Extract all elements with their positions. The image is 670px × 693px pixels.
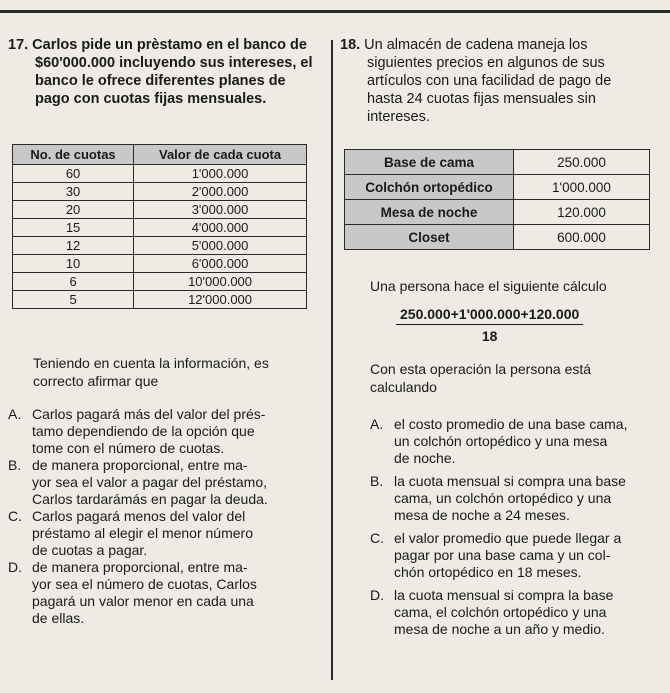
option-text-line: de manera proporcional, entre ma- — [32, 559, 248, 575]
q18-option-c[interactable] — [370, 530, 662, 581]
cell-installments: 30 — [13, 183, 134, 201]
column-divider — [331, 40, 333, 680]
q18-line-5: intereses. — [367, 109, 430, 125]
option-letter: A. — [370, 416, 384, 432]
option-text-line: un colchón ortopédico y una mesa — [394, 433, 608, 449]
cell-price: 250.000 — [514, 150, 650, 175]
table-row — [13, 237, 307, 255]
option-text-line: chón ortopédico en 18 meses. — [394, 564, 582, 580]
option-text-line: el costo promedio de una base cama, — [394, 416, 628, 432]
cell-value: 1'000.000 — [134, 165, 307, 183]
cell-value: 4'000.000 — [134, 219, 307, 237]
option-letter: C. — [8, 508, 22, 524]
q17-installments-table — [12, 144, 307, 309]
fraction-denominator: 18 — [481, 328, 498, 344]
cell-price: 600.000 — [514, 225, 650, 250]
option-text-line: de manera proporcional, entre ma- — [32, 457, 248, 473]
cell-item: Colchón ortopédico — [345, 175, 514, 200]
cell-item: Closet — [345, 225, 514, 250]
q18-number: 18. — [340, 37, 361, 53]
q18-prompt — [370, 360, 660, 396]
q18-statement — [340, 36, 660, 126]
cell-installments: 60 — [13, 165, 134, 183]
cell-installments: 6 — [13, 273, 134, 291]
cell-price: 1'000.000 — [514, 175, 650, 200]
table-row — [13, 165, 307, 183]
q18-line-1: Un almacén de cadena maneja los — [364, 37, 588, 53]
option-text-line: mesa de noche a 24 meses. — [394, 507, 570, 523]
q18-line-4: hasta 24 cuotas fijas mensuales sin — [367, 91, 596, 107]
cell-value: 5'000.000 — [134, 237, 307, 255]
q17-option-d[interactable] — [8, 559, 320, 627]
table-row — [13, 219, 307, 237]
q18-option-b[interactable] — [370, 473, 662, 524]
table-header-row — [13, 145, 307, 165]
table-row — [345, 150, 650, 175]
q18-prompt-line-1: Con esta operación la persona está — [370, 361, 592, 377]
option-text-line: mesa de noche a un año y medio. — [394, 621, 605, 637]
option-text-line: de cuotas a pagar. — [32, 542, 148, 558]
option-letter: A. — [8, 406, 22, 422]
option-text-line: pagará un valor menor en cada una — [32, 593, 254, 609]
q18-option-d[interactable] — [370, 587, 662, 638]
cell-value: 3'000.000 — [134, 201, 307, 219]
q18-prompt-line-2: calculando — [370, 379, 437, 395]
cell-installments: 12 — [13, 237, 134, 255]
q17-prompt-line-2: correcto afirmar que — [33, 373, 159, 389]
option-letter: D. — [370, 587, 384, 603]
table-row — [13, 273, 307, 291]
cell-installments: 10 — [13, 255, 134, 273]
option-text-line: de ellas. — [32, 610, 85, 626]
q18-option-a[interactable] — [370, 416, 662, 467]
option-letter: B. — [8, 457, 22, 473]
cell-value: 10'000.000 — [134, 273, 307, 291]
q18-prices-table — [344, 149, 650, 250]
q17-option-c[interactable] — [8, 508, 320, 559]
option-text-line: tome con el número de cuotas. — [32, 440, 225, 456]
option-text-line: cama, el colchón ortopédico y una — [394, 604, 607, 620]
q18-line-3: artículos con una facilidad de pago de — [367, 73, 612, 89]
option-text-line: la cuota mensual si compra una base — [394, 473, 626, 489]
top-rule — [0, 10, 670, 13]
q17-option-a[interactable] — [8, 406, 320, 457]
option-text-line: Carlos pagará más del valor del prés- — [32, 406, 266, 422]
question-17 — [8, 36, 318, 686]
q18-fraction — [396, 306, 583, 344]
option-text-line: de noche. — [394, 450, 456, 466]
q18-options — [370, 416, 662, 638]
option-text-line: yor sea el número de cuotas, Carlos — [32, 576, 257, 592]
table-row — [13, 183, 307, 201]
q17-options — [8, 406, 320, 627]
table-row — [345, 175, 650, 200]
header-installment-value: Valor de cada cuota — [134, 145, 307, 165]
cell-value: 12'000.000 — [134, 291, 307, 309]
header-num-installments: No. de cuotas — [13, 145, 134, 165]
option-letter: D. — [8, 559, 22, 575]
q17-line-4: pago con cuotas fijas mensuales. — [35, 91, 267, 107]
option-text-line: la cuota mensual si compra la base — [394, 587, 614, 603]
option-text-line: el valor promedio que puede llegar a — [394, 530, 622, 546]
table-row — [345, 225, 650, 250]
cell-value: 6'000.000 — [134, 255, 307, 273]
q17-option-b[interactable] — [8, 457, 320, 508]
cell-installments: 20 — [13, 201, 134, 219]
table-row — [13, 291, 307, 309]
q18-line-2: siguientes precios en algunos de sus — [367, 55, 605, 71]
cell-price: 120.000 — [514, 200, 650, 225]
cell-item: Mesa de noche — [345, 200, 514, 225]
option-letter: C. — [370, 530, 384, 546]
fraction-numerator: 250.000+1'000.000+120.000 — [396, 306, 583, 325]
question-18 — [340, 36, 660, 686]
option-text-line: yor sea el valor a pagar del préstamo, — [32, 474, 268, 490]
q17-prompt-line-1: Teniendo en cuenta la información, es — [33, 355, 269, 371]
q17-line-1: Carlos pide un prèstamo en el banco de — [32, 37, 307, 53]
q17-number: 17. — [8, 37, 29, 53]
q17-prompt — [33, 354, 323, 390]
q18-calc-intro: Una persona hace el siguiente cálculo — [370, 278, 607, 294]
option-text-line: cama, un colchón ortopédico y una — [394, 490, 612, 506]
table-row — [13, 201, 307, 219]
option-text-line: Carlos tardarámás en pagar la deuda. — [32, 491, 268, 507]
option-text-line: tamo dependiendo de la opción que — [32, 423, 255, 439]
option-text-line: Carlos pagará menos del valor del — [32, 508, 246, 524]
option-text-line: préstamo al elegir el menor número — [32, 525, 253, 541]
cell-installments: 15 — [13, 219, 134, 237]
cell-installments: 5 — [13, 291, 134, 309]
q17-line-2: $60'000.000 incluyendo sus intereses, el — [35, 55, 313, 71]
q17-statement — [8, 36, 318, 108]
q17-line-3: banco le ofrece diferentes planes de — [35, 73, 286, 89]
option-letter: B. — [370, 473, 384, 489]
cell-item: Base de cama — [345, 150, 514, 175]
table-row — [345, 200, 650, 225]
cell-value: 2'000.000 — [134, 183, 307, 201]
option-text-line: pagar por una base cama y un col- — [394, 547, 611, 563]
table-row — [13, 255, 307, 273]
